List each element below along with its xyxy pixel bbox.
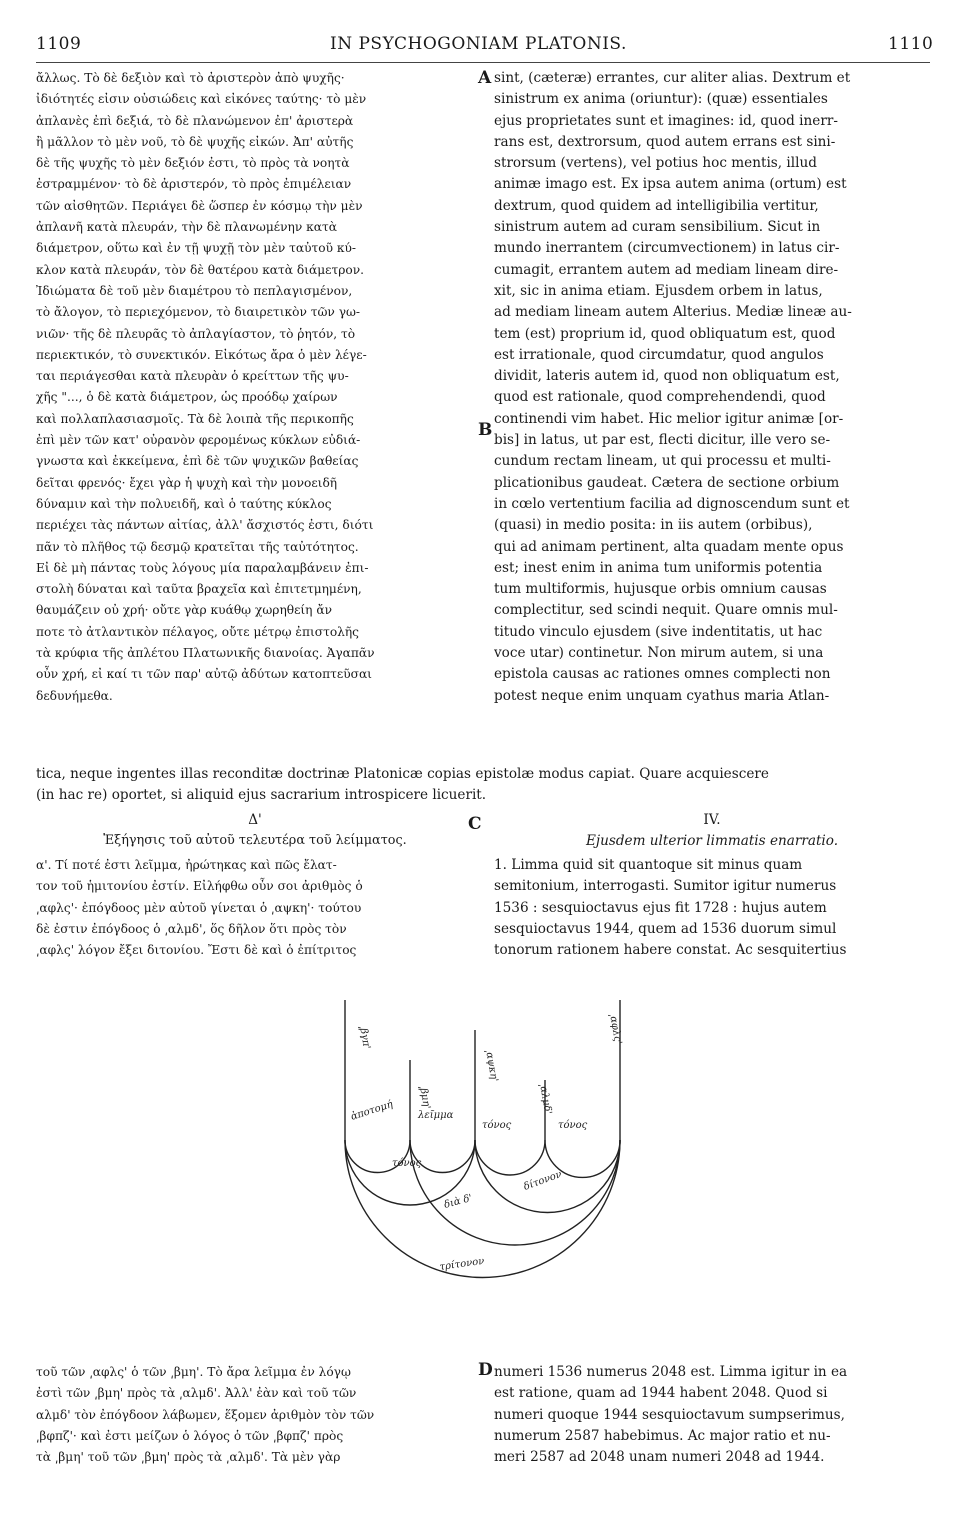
text-line: γνωστα καὶ ἐκκείμενα, ἐπὶ δὲ τῶν ψυχικῶν βαθείας	[36, 454, 359, 469]
greek-section-title: Ἐξήγησις τοῦ αὐτοῦ τελευτέρα τοῦ λείμματος.	[103, 833, 407, 848]
text-line: α'. Τί ποτέ ἐστι λεῖμμα, ἠρώτηκας καὶ πῶς ἔλατ-	[36, 858, 337, 872]
arc-dia-tessaron	[410, 1140, 620, 1245]
greek-column-bottom	[36, 1362, 474, 1468]
text-line: ͵αφλς'· ἐπόγδοος μὲν αὐτοῦ γίνεται ὁ ͵αψκη'· τούτου	[36, 900, 362, 915]
arc-label: λεῖμμα	[418, 1110, 454, 1121]
arc-label: τόνος	[392, 1158, 422, 1169]
text-line: τὰ κρύφια τῆς ἀπλέτου Πλατωνικῆς διανοίας. Ἀγαπᾶν	[36, 646, 375, 661]
text-line: ἐστραμμένον· τὸ δὲ ἀριστερόν, τὸ πρὸς ἐπιμέλειαν	[36, 177, 352, 192]
top-label: ͵αλμδ'	[537, 1082, 554, 1116]
text-line: voce utar) continetur. Non mirum autem, si una	[494, 645, 824, 662]
text-line: τοῦ τῶν ͵αφλς' ὁ τῶν ͵βμη'. Τὸ ἄρα λεῖμμα ἐν λόγῳ	[36, 1365, 351, 1379]
text-line: sesquioctavus 1944, quem ad 1536 duorum simul	[494, 920, 837, 937]
text-line: sint, (cæteræ) errantes, cur aliter alias. Dextrum et	[494, 70, 851, 86]
text-line: dividit, lateris autem id, quod non obliquatum est,	[494, 368, 840, 385]
text-line: numeri quoque 1944 sesquioctavum sumpserimus,	[494, 1406, 845, 1423]
text-line: qui ad animam pertinent, alta quadam mente opus	[494, 538, 844, 555]
text-line: χῆς "..., ὁ δὲ κατὰ διάμετρον, ὡς προόδῳ χαίρων	[36, 390, 338, 405]
text-line: tem (est) proprium id, quod obliquatum est, quod	[494, 325, 836, 342]
arc-label: δίτονον	[522, 1168, 564, 1193]
text-line: tum multiformis, hujusque orbis omnium causas	[494, 581, 827, 598]
text-line: est irrationale, quod circumdatur, quod angulos	[494, 346, 824, 363]
text-line: 1. Limma quid sit quantoque sit minus quam	[494, 857, 803, 873]
arc-label: τόνος	[482, 1120, 512, 1131]
text-line: epistola causas ac rationes omnes complecti non	[494, 666, 831, 683]
text-line: νιῶν· τῆς δὲ πλευρᾶς τὸ ἀπλαγίαστον, τὸ ῥητόν, τὸ	[36, 326, 356, 341]
text-line: (quasi) in medio posita: in iis autem (orbibus),	[494, 517, 813, 534]
text-line: plicationibus gaudeat. Cætera de sectione orbium	[494, 474, 840, 491]
marker-b: B	[478, 420, 493, 440]
latin-section-body	[494, 855, 930, 961]
text-line: τὰ ͵βμη' τοῦ τῶν ͵βμη' πρὸς τὰ ͵αλμδ'. Τὰ μὲν γὰρ	[36, 1450, 341, 1465]
latin-column-bottom	[494, 1362, 930, 1468]
top-label: ͵αφλς'	[607, 1012, 624, 1046]
top-label: ͵βγπ'	[357, 1024, 373, 1051]
arc-tonos-1	[475, 1140, 545, 1175]
text-line: titudo vinculo ejusdem (sive indentitatis, ut hac	[494, 623, 823, 640]
text-line: quod est rationale, quod comprehendendi, quod	[494, 389, 826, 406]
text-line: meri 2587 ad 2048 unam numeri 2048 ad 1944.	[494, 1449, 825, 1466]
text-line: continendi vim habet. Hic melior igitur animæ [or-	[494, 410, 844, 427]
text-line: πᾶν τὸ πλῆθος τῷ δεσμῷ κρατεῖται τῆς ταὐτότητος.	[36, 539, 359, 554]
text-line: θαυμάζειν οὐ χρή· οὔτε γὰρ κυάθῳ χωρηθείη ἄν	[36, 603, 332, 618]
arc-label: διὰ δ'	[442, 1192, 474, 1211]
text-line: strorsum (vertens), vel potius hoc mentis, illud	[494, 155, 817, 172]
text-line: semitonium, interrogasti. Sumitor igitur numerus	[494, 878, 837, 895]
full-line: (in hac re) oportet, si aliquid ejus sacrarium introspicere licuerit.	[36, 787, 487, 804]
limma-diagram	[0, 990, 966, 1350]
text-line: potest neque enim unquam cyathus maria Atlan-	[494, 687, 830, 704]
text-line: δὲ τῆς ψυχῆς τὸ μὲν δεξιόν ἐστι, τὸ πρὸς τὰ νοητὰ	[36, 156, 350, 171]
text-line: Ἰδιώματα δὲ τοῦ μὲν διαμέτρου τὸ πεπλαγισμένον,	[36, 283, 353, 298]
latin-section-number: IV.	[703, 812, 721, 828]
full-width-text	[36, 764, 930, 807]
text-line: οὖν χρή, εἰ καί τι τῶν παρ' αὐτῷ ἀδύτων κατοπτεῦσαι	[36, 667, 372, 682]
text-line: complectitur, sed scindi nequit. Quare omnis mul-	[494, 602, 838, 619]
greek-section-number: Δ'	[248, 812, 262, 828]
text-line: in cœlo vertentium facilia ad dignoscendum sunt et	[494, 495, 850, 512]
arc-label: τρίτονον	[438, 1255, 486, 1273]
latin-column-top	[494, 68, 930, 707]
text-line: sinistrum autem ad curam sensibilium. Sicut in	[494, 219, 821, 236]
arc-label: ἀποτομή	[349, 1098, 395, 1123]
text-line: ἐπὶ μὲν τῶν κατ' οὐρανὸν φερομένως κύκλων εὐδιά-	[36, 433, 361, 448]
top-label: ͵αψκη'	[483, 1048, 500, 1083]
text-line: rans est, dextrorsum, quod autem errans est sini-	[494, 133, 836, 150]
text-line: ἢ μᾶλλον τὸ μὲν νοῦ, τὸ δὲ ψυχῆς εἰκών. Ἀπ' αὐτῆς	[36, 134, 354, 149]
running-title: IN PSYCHOGONIAM PLATONIS.	[330, 34, 627, 54]
text-line: 1536 : sesquioctavus ejus fit 1728 : hujus autem	[494, 899, 827, 916]
text-line: δὲ ἐστιν ἐπόγδοος ὁ ͵αλμδ', ὅς δῆλον ὅτι πρὸς τὸν	[36, 921, 347, 936]
text-line: ad mediam lineam autem Alterius. Mediæ lineæ au-	[494, 304, 852, 321]
marker-d: D	[478, 1360, 493, 1380]
page-number-left: 1109	[36, 34, 82, 54]
greek-section-body	[36, 855, 474, 961]
text-line: Εἰ δὲ μὴ πάντας τοὺς λόγους μία παραλαμβάνειν ἐπι-	[36, 560, 369, 575]
text-line: ται περιάγεσθαι κατὰ πλευρὰν ὁ κρείττων τῆς ψυ-	[36, 369, 349, 384]
text-line: ἰδιότητές εἰσιν οὐσιώδεις καὶ εἰκόνες ταύτης· τὸ μὲν	[36, 92, 367, 107]
text-line: est ratione, quam ad 1944 habent 2048. Quod si	[494, 1385, 828, 1402]
text-line: ἀπλανὲς ἐπὶ δεξιά, τὸ δὲ πλανώμενον ἐπ' ἀριστερὰ	[36, 113, 354, 128]
text-line: τῶν αἰσθητῶν. Περιάγει δὲ ὥσπερ ἐν κόσμῳ τὴν μὲν	[36, 198, 363, 213]
text-line: ͵αφλς' λόγον ἔξει διτονίου. Ἔστι δὲ καὶ ὁ ἐπίτριτος	[36, 943, 357, 958]
arc-label: τόνος	[558, 1120, 588, 1131]
text-line: καὶ πολλαπλασιασμοῖς. Τὰ δὲ λοιπὰ τῆς περικοπῆς	[36, 411, 354, 426]
text-line: animæ imago est. Ex ipsa autem anima (ortum) est	[494, 176, 847, 193]
text-line: τὸ ἄλογον, τὸ περιεχόμενον, τὸ διαιρετικὸν τῶν γω-	[36, 305, 361, 320]
marker-c: C	[468, 814, 482, 834]
text-line: τον τοῦ ἡμιτονίου ἐστίν. Εἰλήφθω οὖν σοι ἀριθμὸς ὁ	[36, 879, 363, 894]
text-line: tonorum rationem habere constat. Ac sesquitertius	[494, 942, 847, 959]
page-number-right: 1110	[888, 34, 934, 54]
latin-section-title: Ejusdem ulterior limmatis enarratio.	[585, 833, 839, 849]
text-line: ἄλλως. Τὸ δὲ δεξιὸν καὶ τὸ ἀριστερὸν ἀπὸ ψυχῆς·	[36, 71, 345, 85]
text-line: κλον κατὰ πλευράν, τὸν δὲ θατέρου κατὰ διάμετρον.	[36, 262, 364, 277]
text-line: δεῖται φρενός· ἔχει γὰρ ἡ ψυχὴ καὶ τὴν μονοειδῆ	[36, 475, 338, 490]
text-line: στολὴ δύναται καὶ ταῦτα βραχεῖα καὶ ἐπιτετμημένη,	[36, 582, 362, 597]
greek-column-top	[36, 68, 474, 707]
marker-a: A	[478, 68, 492, 88]
text-line: δεδυνήμεθα.	[36, 688, 113, 703]
text-line: ͵βφπζ'· καὶ ἐστι μείζων ὁ λόγος ὁ τῶν ͵βφπζ' πρὸς	[36, 1428, 344, 1443]
full-line: tica, neque ingentes illas reconditæ doctrinæ Platonicæ copias epistolæ modus capiat. Quare acquiescere	[36, 766, 769, 782]
text-line: διάμετρον, οὕτω καὶ ἐν τῇ ψυχῇ τὸν μὲν ταὐτοῦ κύ-	[36, 241, 357, 256]
text-line: αλμδ' τὸν ἐπόγδοον λάβωμεν, ἕξομεν ἀριθμὸν τὸν τῶν	[36, 1407, 375, 1422]
text-line: περιέχει τὰς πάντων αἰτίας, ἀλλ' ἄσχιστός ἐστι, διότι	[36, 518, 374, 533]
text-line: ἀπλανῆ κατὰ πλευράν, τὴν δὲ πλανωμένην κατὰ	[36, 220, 337, 235]
text-line: dextrum, quod quidem ad intelligibilia vertitur,	[494, 197, 819, 214]
text-line: ἐστὶ τῶν ͵βμη' πρὸς τὰ ͵αλμδ'. Ἀλλ' ἐὰν καὶ τοῦ τῶν	[36, 1386, 357, 1401]
text-line: περιεκτικόν, τὸ συνεκτικόν. Εἰκότως ἄρα ὁ μὲν λέγε-	[36, 347, 367, 362]
text-line: numerum 2587 habebimus. Ac major ratio et nu-	[494, 1427, 831, 1444]
text-line: xit, sic in anima etiam. Ejusdem orbem in latus,	[494, 282, 823, 299]
text-line: ejus proprietates sunt et imagines: id, quod inerr-	[494, 112, 838, 129]
text-line: est; inest enim in anima tum uniformis potentia	[494, 559, 823, 576]
text-line: bis] in latus, ut par est, flecti dicitur, ille vero se-	[494, 432, 831, 449]
text-line: δύναμιν καὶ τὴν πολυειδῆ, καὶ ὁ ταύτης κύκλος	[36, 496, 332, 511]
text-line: sinistrum ex anima (oriuntur): (quæ) essentiales	[494, 91, 828, 108]
header-rule	[36, 62, 930, 63]
top-label: ͵βμη'	[417, 1084, 433, 1110]
text-line: cundum rectam lineam, ut qui processu et multi-	[494, 453, 831, 470]
text-line: cumagit, errantem autem ad mediam lineam dire-	[494, 261, 839, 278]
text-line: numeri 1536 numerus 2048 est. Limma igitur in ea	[494, 1364, 848, 1380]
text-line: ποτε τὸ ἀτλαντικὸν πέλαγος, οὔτε μέτρῳ ἐπιστολῆς	[36, 624, 360, 639]
text-line: mundo inerrantem (circumvectionem) in latus cir-	[494, 240, 840, 257]
